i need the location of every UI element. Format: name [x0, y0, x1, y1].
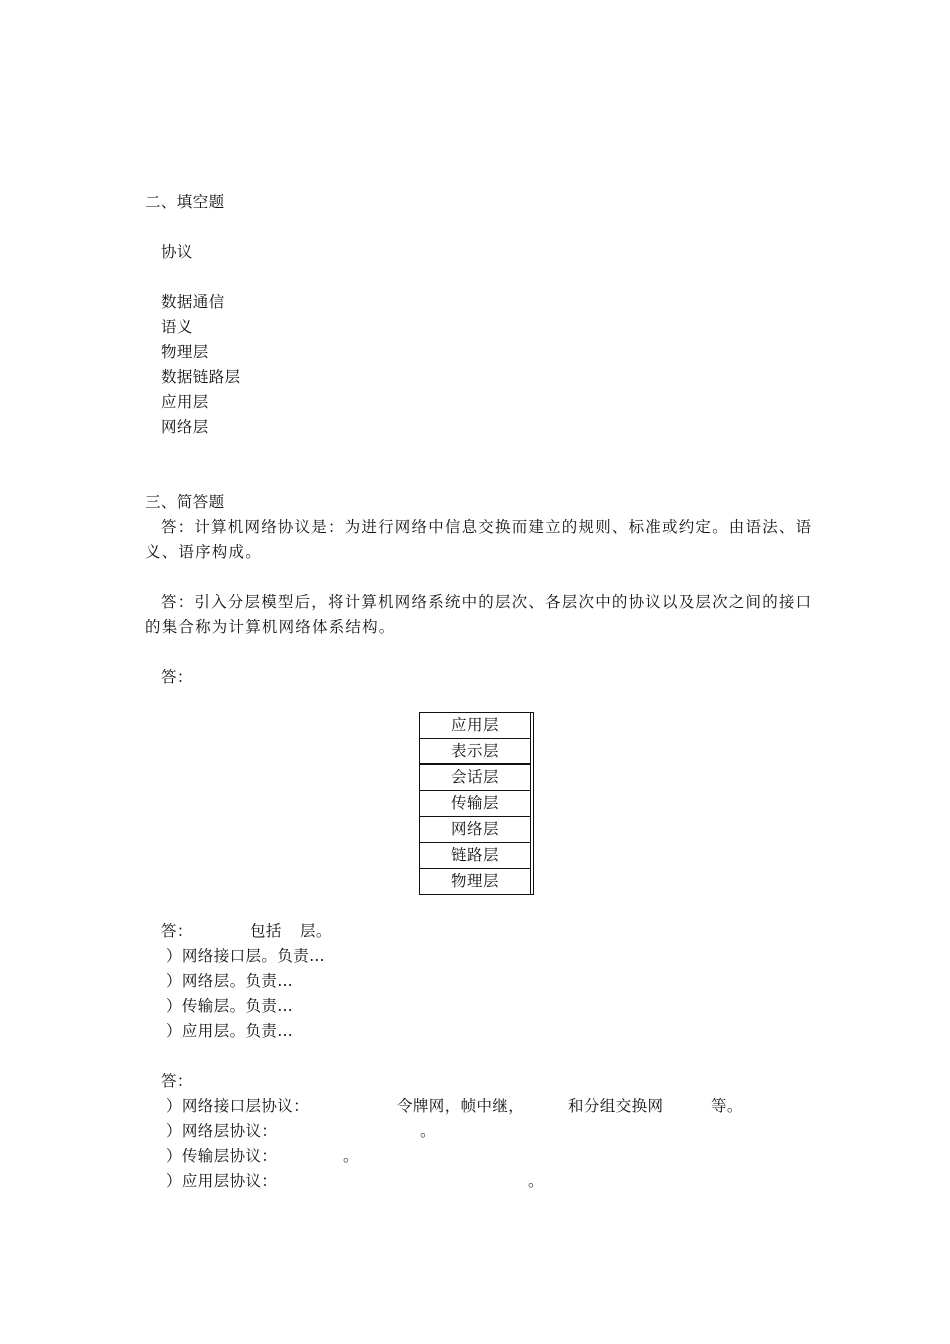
protocol-item-1-prefix: ）网络接口层协议： [166, 1097, 310, 1115]
osi-layer-presentation: 表示层 [420, 739, 530, 765]
fill-answer-7: 网络层 [161, 418, 209, 436]
protocol-item-1-part-a: 令牌网，帧中继， [397, 1097, 525, 1115]
answer-protocols-label: 答： [161, 1072, 193, 1090]
protocol-item-1-part-b: 和分组交换网 [568, 1097, 664, 1115]
osi-layer-transport: 传输层 [420, 791, 530, 817]
protocol-item-2-end: 。 [420, 1122, 436, 1140]
tcpip-layer-item-1: ）网络接口层。负责… [166, 947, 326, 965]
osi-layer-table [419, 712, 531, 895]
protocol-item-3-prefix: ）传输层协议： [166, 1147, 278, 1165]
answer-architecture-definition: 答：引入分层模型后，将计算机网络系统中的层次、各层次中的协议以及层次之间的接口的集合称为计算机网络体系结构。 [145, 593, 813, 636]
fill-answer-2: 数据通信 [161, 293, 225, 311]
answer-protocol-definition: 答：计算机网络协议是：为进行网络中信息交换而建立的规则、标准或约定。由语法、语义、语序构成。 [145, 518, 813, 561]
protocol-item-4-end: 。 [528, 1172, 544, 1190]
osi-layer-application: 应用层 [420, 713, 530, 739]
protocol-item-2-prefix: ）网络层协议： [166, 1122, 278, 1140]
osi-layer-network: 网络层 [420, 817, 530, 843]
fill-answer-4: 物理层 [161, 343, 209, 361]
tcpip-layer-item-4: ）应用层。负责… [166, 1022, 294, 1040]
osi-layer-physical: 物理层 [420, 869, 530, 895]
fill-answer-6: 应用层 [161, 393, 209, 411]
section-title-short-answer: 三、简答题 [145, 493, 225, 511]
protocol-item-4-prefix: ）应用层协议： [166, 1172, 278, 1190]
protocol-item-1-part-c: 等。 [711, 1097, 743, 1115]
tcpip-layer-item-3: ）传输层。负责… [166, 997, 294, 1015]
fill-answer-3: 语义 [161, 318, 193, 336]
fill-answer-1: 协议 [161, 243, 193, 261]
fill-answer-5: 数据链路层 [161, 368, 241, 386]
osi-layer-link: 链路层 [420, 843, 530, 869]
osi-layer-session: 会话层 [420, 765, 530, 791]
answer-tcpip-label: 答： [161, 922, 193, 940]
answer-tcpip-include: 包括 [250, 922, 282, 940]
answer-tcpip-layers-word: 层。 [300, 922, 332, 940]
tcpip-layer-item-2: ）网络层。负责… [166, 972, 294, 990]
section-title-fill-in: 二、填空题 [145, 193, 225, 211]
protocol-item-3-end: 。 [343, 1147, 359, 1165]
answer-osi-label: 答： [161, 668, 193, 686]
